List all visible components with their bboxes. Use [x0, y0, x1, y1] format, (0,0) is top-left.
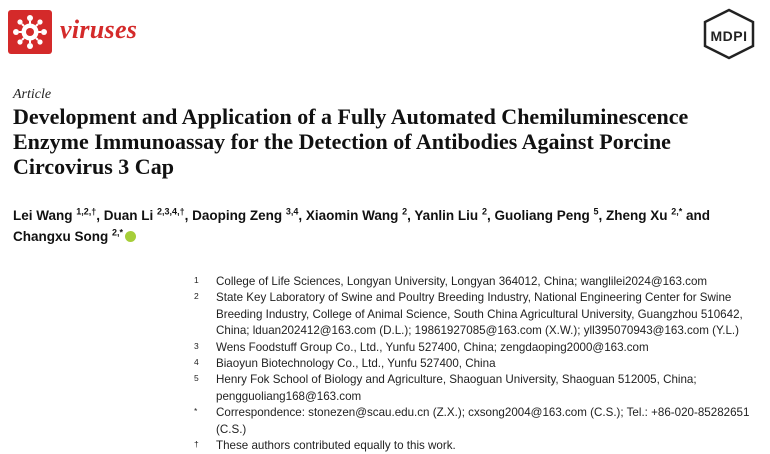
author-affiliation-marks: 2,3,4,† — [157, 206, 185, 217]
article-title: Development and Application of a Fully Automated Chemiluminescence Enzyme Immunoassay for the Detection of Antibodies Against Porcine Circovirus 3 Cap — [13, 104, 689, 179]
affiliation-marker: 2 — [194, 291, 199, 302]
author-name: Zheng Xu — [606, 208, 672, 223]
virus-logo-icon — [8, 10, 52, 54]
article-type: Article — [13, 87, 52, 102]
journal-name: viruses — [60, 15, 138, 44]
author-name: Lei Wang — [13, 208, 77, 223]
author-name: Duan Li — [103, 208, 158, 223]
affiliation-marker: 5 — [194, 373, 199, 384]
affiliation-item — [190, 290, 760, 339]
author-affiliation-marks: 2 — [402, 206, 408, 217]
affiliation-marker: 3 — [194, 340, 199, 351]
journal-header — [0, 0, 770, 64]
orcid-icon[interactable] — [125, 231, 136, 242]
author-name: Xiaomin Wang — [305, 208, 403, 223]
author-name: and Changxu Song — [13, 208, 711, 244]
affiliation-item — [190, 372, 760, 405]
author-affiliation-marks: 3,4 — [285, 206, 299, 217]
author-affiliation-marks: 2 — [481, 206, 487, 217]
affiliation-text: Wens Foodstuff Group Co., Ltd., Yunfu 527400, China; zengdaoping2000@163.com — [216, 340, 649, 354]
affiliation-item — [190, 438, 760, 454]
affiliation-item — [190, 405, 760, 438]
author-affiliation-marks: 1,2,† — [76, 206, 97, 217]
affiliation-item — [190, 356, 760, 372]
publisher-logo — [700, 8, 758, 60]
affiliation-marker: 4 — [194, 357, 199, 368]
affiliation-marker: 1 — [194, 275, 199, 285]
author-separator: , — [486, 208, 495, 223]
author-separator: , — [184, 208, 193, 223]
affiliation-item — [190, 340, 760, 356]
author-list — [13, 205, 753, 247]
author-separator: , — [298, 208, 306, 223]
author-separator: , — [598, 208, 607, 223]
author-name: Daoping Zeng — [192, 208, 286, 223]
author-affiliation-marks: 2,* — [671, 206, 683, 217]
affiliation-list — [190, 274, 760, 454]
author-name: Guoliang Peng — [494, 208, 594, 223]
publisher-name: MDPI — [710, 28, 748, 44]
affiliation-text: College of Life Sciences, Longyan University, Longyan 364012, China; wanglilei2024@163.com — [216, 275, 708, 288]
author-separator: , — [407, 208, 415, 223]
author-affiliation-marks: 2,* — [112, 227, 124, 238]
affiliation-text: Correspondence: stonezen@scau.edu.cn (Z.X.); cxsong2004@163.com (C.S.); Tel.: +86-020-85282651 (C.S.) — [216, 406, 750, 436]
affiliation-item — [190, 274, 760, 290]
affiliation-text: These authors contributed equally to this work. — [216, 439, 456, 453]
author-affiliation-marks: 5 — [593, 206, 599, 217]
affiliation-text: Biaoyun Biotechnology Co., Ltd., Yunfu 527400, China — [216, 357, 496, 371]
author-name: Yanlin Liu — [414, 208, 482, 223]
affiliation-text: State Key Laboratory of Swine and Poultry Breeding Industry, National Engineering Center for Swine Breeding Industry, College of Animal Science, South China Agricultural University, Guangzhou 510642, China; lduan202412@163.com (D.L.); 19861927085@163.com (X.W.); yll395070943@163.com (Y.L.) — [216, 291, 743, 338]
affiliation-marker: † — [194, 439, 199, 450]
affiliation-text: Henry Fok School of Biology and Agriculture, Shaoguan University, Shaoguan 512005, China; pengguoliang168@163.com — [216, 373, 697, 403]
author-separator: , — [96, 208, 104, 223]
affiliation-marker: * — [194, 406, 198, 417]
